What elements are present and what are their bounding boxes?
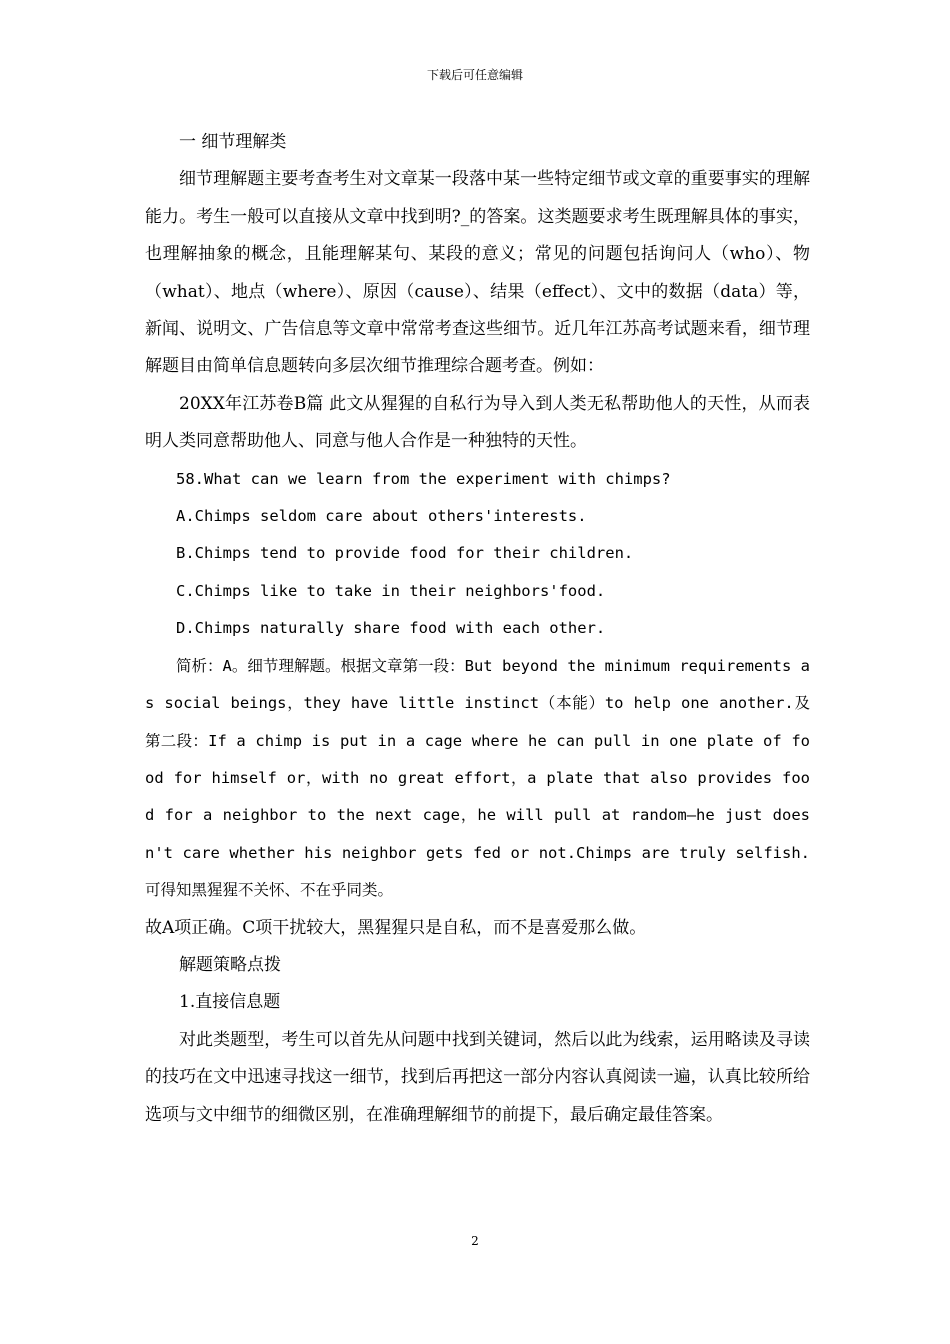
intro-paragraph: 细节理解题主要考查考生对文章某一段落中某一些特定细节或文章的重要事实的理解能力。考生一般可以直接从文章中找到明?_的答案。这类题要求考生既理解具体的事实，也理解抽象的概念，且能理解某句、某段的意义；常见的问题包括询问人（who）、物（what）、地点（where）、原因（cause）、结果（effect）、文中的数据（data）等，新闻、说明文、广告信息等文章中常常考查这些细节。近几年江苏高考试题来看，细节理解题目由简单信息题转向多层次细节推理综合题考查。例如： (145, 169, 810, 377)
analysis-conclusion: 故A项正确。C项干扰较大，黑猩猩只是自私，而不是喜爱那么做。 (145, 917, 647, 938)
example-paragraph: 20XX年江苏卷B篇 此文从猩猩的自私行为导入到人类无私帮助他人的天性，从而表明人类同意帮助他人、同意与他人合作是一种独特的天性。 (145, 393, 810, 452)
option-b: B.Chimps tend to provide food for their children. (176, 544, 634, 563)
option-c: C.Chimps like to take in their neighbors'food. (176, 581, 606, 600)
page-number: 2 (471, 1234, 479, 1248)
strategy-title: 解题策略点拨 (179, 954, 281, 975)
question-text: 58.What can we learn from the experiment with chimps? (176, 469, 671, 488)
document-body (145, 124, 810, 1134)
analysis-paragraph: 简析：A。细节理解题。根据文章第一段：But beyond the minimum requirements as social beings，they have little instinct（本能）to help one another.及第二段：If a chimp is put in a cage where he can pull in one plate of food for himself or，with no great effort，a plate that also provides food for a neighbor to the next cage，he will pull at random—he just doesn't care whether his neighbor gets fed or not.Chimps are truly selfish.可得知黑猩猩不关怀、不在乎同类。 (145, 656, 810, 900)
strategy-subtitle: 1.直接信息题 (179, 992, 281, 1013)
page-header: 下载后可任意编辑 (426, 68, 523, 82)
option-d: D.Chimps naturally share food with each other. (176, 619, 606, 638)
option-a: A.Chimps seldom care about others'interests. (176, 507, 587, 526)
section-title: 一 细节理解类 (179, 132, 287, 152)
strategy-paragraph: 对此类题型，考生可以首先从问题中找到关键词，然后以此为线索，运用略读及寻读的技巧在文中迅速寻找这一细节，找到后再把这一部分内容认真阅读一遍，认真比较所给选项与文中细节的细微区别，在准确理解细节的前提下，最后确定最佳答案。 (145, 1029, 810, 1125)
